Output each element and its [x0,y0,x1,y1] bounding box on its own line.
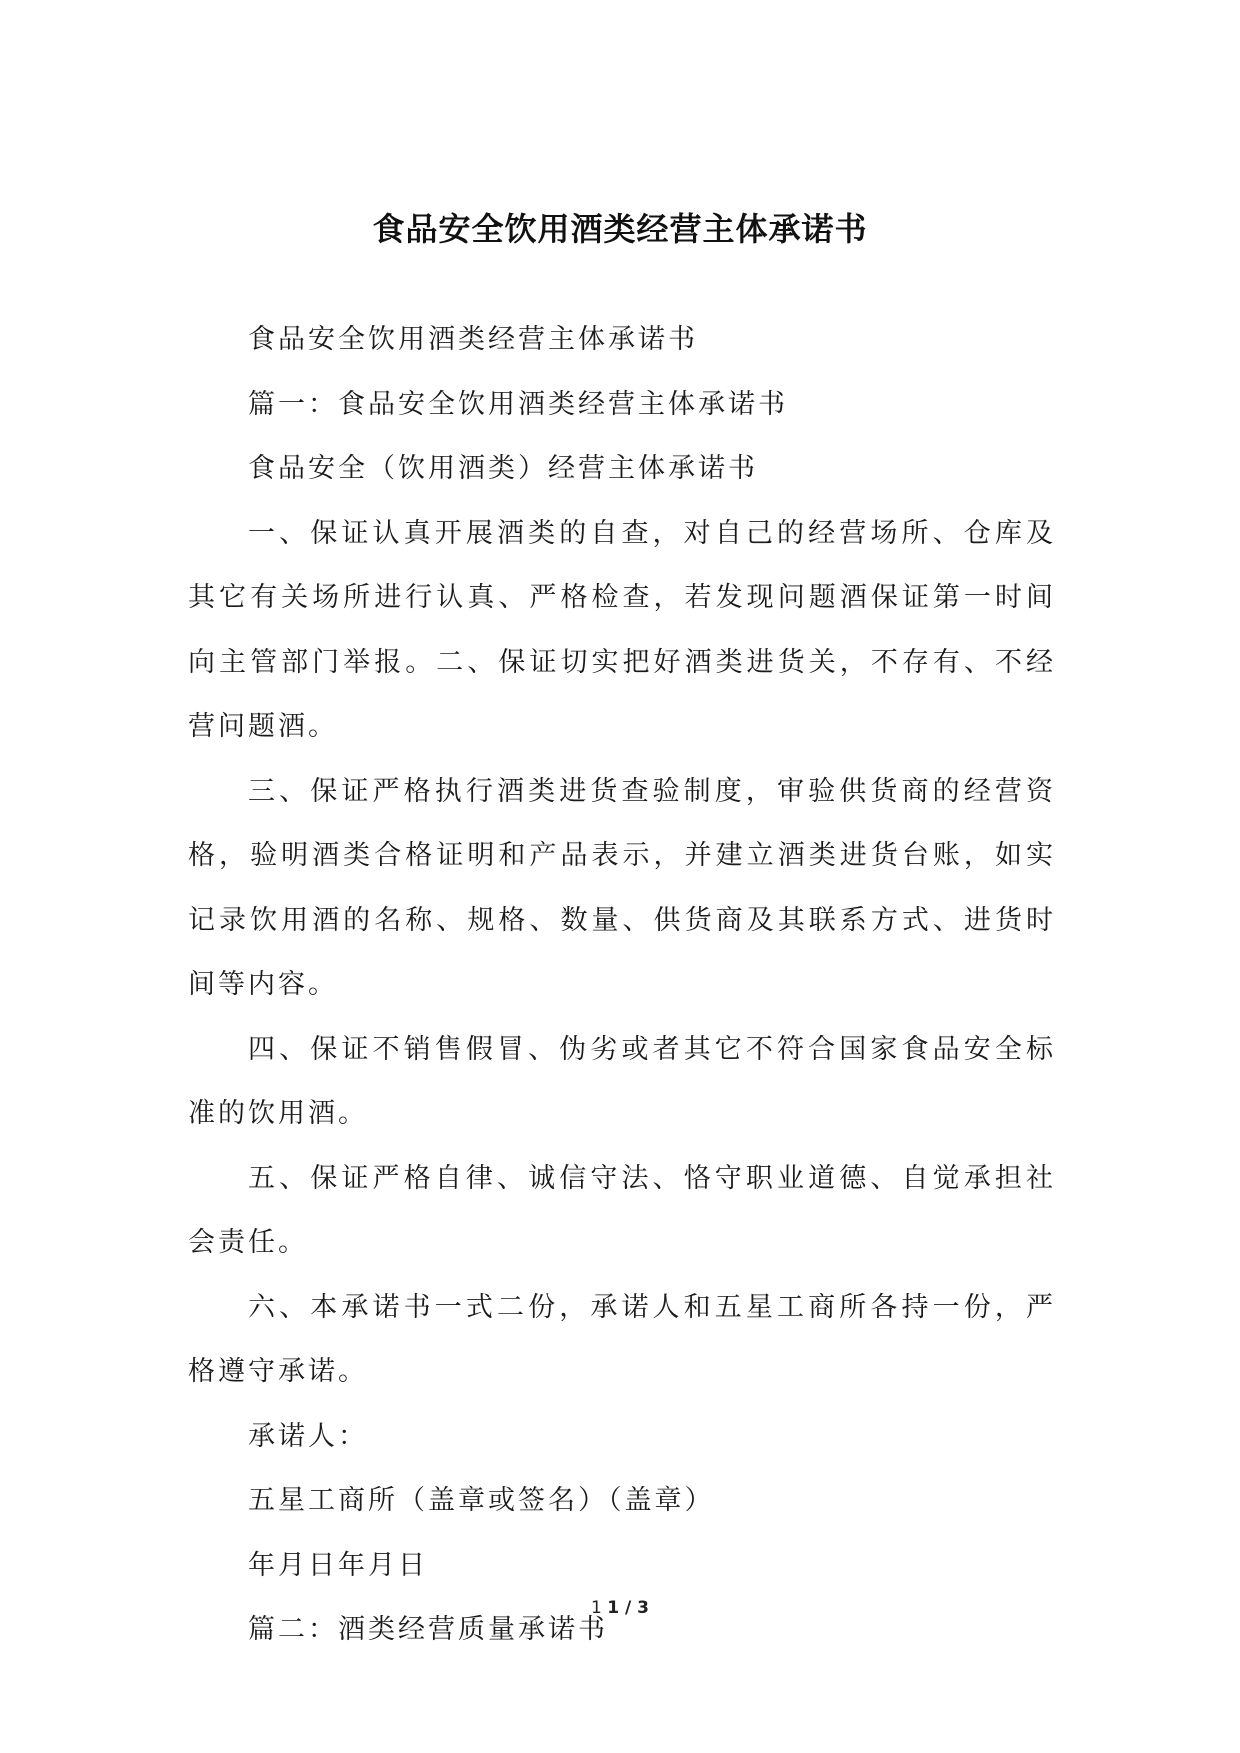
section-heading: 篇一：食品安全饮用酒类经营主体承诺书 [248,388,788,420]
date-label: 年月日年月日 [248,1549,428,1581]
paragraph: 六、本承诺书一式二份，承诺人和五星工商所各持一份，严格遵守承诺。 [188,1291,1056,1387]
paragraph: 五、保证严格自律、诚信守法、恪守职业道德、自觉承担社会责任。 [188,1162,1056,1258]
document-title: 食品安全饮用酒类经营主体承诺书 [372,210,868,248]
paragraph: 四、保证不销售假冒、伪劣或者其它不符合国家食品安全标准的饮用酒。 [188,1033,1056,1129]
seal-label: 五星工商所（盖章或签名）（盖章） [248,1485,715,1516]
paragraph: 三、保证严格执行酒类进货查验制度，审验供货商的经营资格，验明酒类合格证明和产品表示，并建立酒类进货台账，如实记录饮用酒的名称、规格、数量、供货商及其联系方式、进货时间等内容。 [188,775,1056,1000]
signatory-label: 承诺人： [248,1420,368,1452]
page-number: 1 [591,1598,602,1618]
page-count: 1 / 3 [607,1598,649,1618]
paragraph: 食品安全饮用酒类经营主体承诺书 [248,324,698,355]
section-heading: 篇二：酒类经营质量承诺书 [248,1614,608,1645]
page-footer [0,1598,1240,1618]
document-body [188,308,1056,1663]
paragraph: 食品安全（饮用酒类）经营主体承诺书 [248,453,758,484]
paragraph: 一、保证认真开展酒类的自查，对自己的经营场所、仓库及其它有关场所进行认真、严格检查，若发现问题酒保证第一时间向主管部门举报。二、保证切实把好酒类进货关，不存有、不经营问题酒。 [188,517,1056,742]
